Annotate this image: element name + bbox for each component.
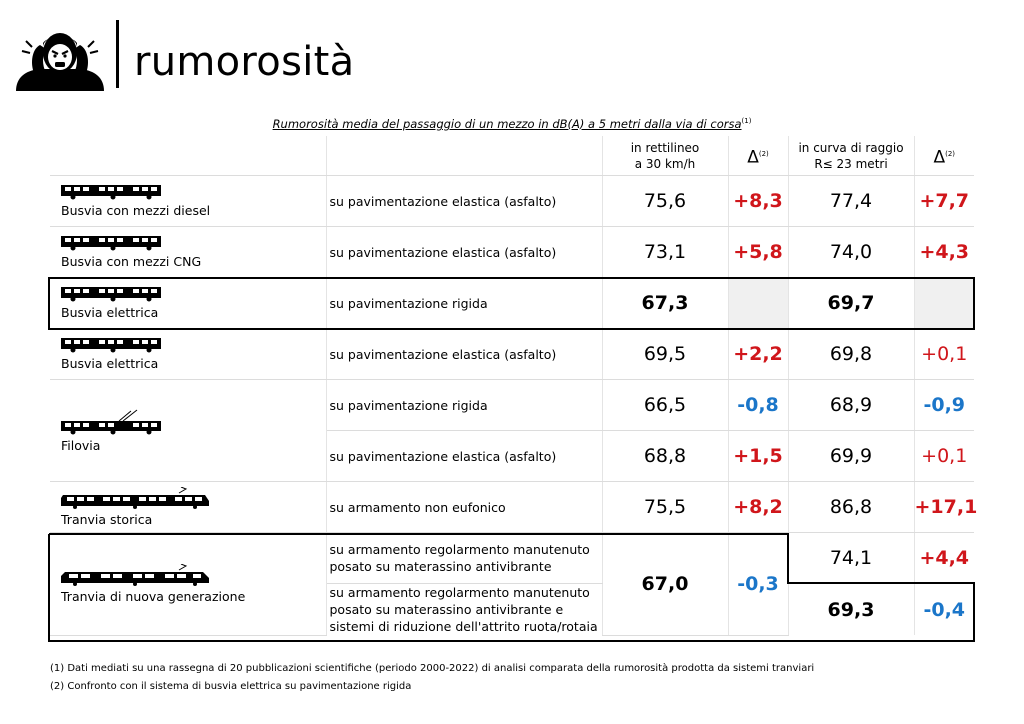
vehicle-label: Busvia con mezzi diesel <box>61 203 211 218</box>
vehicle-label: Tranvia di nuova generazione <box>61 588 246 604</box>
header-straight <box>602 136 728 176</box>
footnote-2: (2) Confronto con il sistema di busvia elettrica su pavimentazione rigida <box>50 681 412 692</box>
electric-bus-icon <box>61 286 163 302</box>
vehicle-cell <box>50 176 326 227</box>
vehicle-cell <box>50 533 326 636</box>
header-delta-curve <box>914 136 974 176</box>
delta-straight-value: +2,2 <box>728 329 788 380</box>
trolleybus-icon <box>61 409 165 435</box>
bus-icon <box>61 235 163 251</box>
table-row <box>50 380 974 431</box>
vehicle-label: Busvia con mezzi CNG <box>61 254 202 269</box>
straight-value: 75,5 <box>602 482 728 533</box>
delta-curve-value: +17,1 <box>914 482 974 533</box>
header-straight-line1: in rettilineo <box>630 140 700 155</box>
curve-value: 77,4 <box>788 176 914 227</box>
straight-value: 73,1 <box>602 227 728 278</box>
straight-value: 66,5 <box>602 380 728 431</box>
table-caption-text: Rumorosità media del passaggio di un mezzo in dB(A) a 5 metri dalla via di corsa <box>272 117 742 131</box>
delta-straight-value: +8,2 <box>728 482 788 533</box>
table-caption <box>0 117 1024 131</box>
curve-value: 74,1 <box>788 533 914 584</box>
delta-curve-value <box>914 278 974 329</box>
curve-value: 69,8 <box>788 329 914 380</box>
header-delta-straight <box>728 136 788 176</box>
delta-curve-value: +4,3 <box>914 227 974 278</box>
table-row <box>50 278 974 329</box>
delta-straight-value: +8,3 <box>728 176 788 227</box>
straight-value: 75,6 <box>602 176 728 227</box>
delta-straight-value: +5,8 <box>728 227 788 278</box>
page-title: rumorosità <box>134 39 355 85</box>
curve-value: 69,9 <box>788 431 914 482</box>
tram-icon <box>61 487 211 509</box>
header-straight-line2: a 30 km/h <box>634 156 696 171</box>
table-row <box>50 329 974 380</box>
vehicle-label: Busvia elettrica <box>61 305 159 320</box>
electric-bus-icon <box>61 337 163 353</box>
delta-curve-value: -0,4 <box>923 598 966 621</box>
header-divider <box>116 20 119 88</box>
modern-tram-icon <box>61 564 211 586</box>
curve-value: 74,0 <box>788 227 914 278</box>
vehicle-cell <box>50 278 326 329</box>
delta-straight-value: +1,5 <box>728 431 788 482</box>
header-vehicle-cell <box>50 136 326 176</box>
surface-cell: su armamento regolarmento manutenuto posato su materassino antivibrante e sistemi di riduzione dell'attrito ruota/rotaia <box>326 584 602 636</box>
delta-ref: (2) <box>945 149 956 158</box>
surface-cell: su pavimentazione elastica (asfalto) <box>326 176 602 227</box>
table-row <box>50 533 974 584</box>
curve-value: 86,8 <box>788 482 914 533</box>
surface-cell: su pavimentazione elastica (asfalto) <box>326 227 602 278</box>
vehicle-cell <box>50 380 326 482</box>
curve-value: 68,9 <box>788 380 914 431</box>
vehicle-label: Busvia elettrica <box>61 356 159 371</box>
vehicle-cell <box>50 227 326 278</box>
straight-value: 67,3 <box>602 278 728 329</box>
delta-straight-value: -0,3 <box>728 533 788 636</box>
table-row <box>50 176 974 227</box>
surface-cell: su armamento non eufonico <box>326 482 602 533</box>
header-curve <box>788 136 914 176</box>
delta-symbol: Δ <box>747 147 759 168</box>
curve-value: 69,7 <box>788 278 914 329</box>
bus-icon <box>61 184 163 200</box>
straight-value: 67,0 <box>602 533 728 636</box>
surface-cell: su pavimentazione rigida <box>326 380 602 431</box>
straight-value: 69,5 <box>602 329 728 380</box>
vehicle-label: Filovia <box>61 437 101 453</box>
delta-curve-value: +7,7 <box>914 176 974 227</box>
header-surface-cell <box>326 136 602 176</box>
vehicle-cell <box>50 329 326 380</box>
table-row <box>50 482 974 533</box>
delta-curve-value: -0,9 <box>914 380 974 431</box>
header-curve-line1: in curva di raggio <box>798 140 904 155</box>
table-header-row <box>50 136 974 176</box>
curve-value: 69,3 <box>788 584 914 636</box>
noise-table <box>50 136 978 636</box>
noise-person-icon <box>14 27 106 91</box>
vehicle-label: Tranvia storica <box>61 512 153 527</box>
surface-cell: su pavimentazione elastica (asfalto) <box>326 431 602 482</box>
straight-value: 68,8 <box>602 431 728 482</box>
delta-ref: (2) <box>758 149 769 158</box>
surface-cell: su pavimentazione elastica (asfalto) <box>326 329 602 380</box>
table-row <box>50 227 974 278</box>
delta-curve-value: +4,4 <box>914 533 974 584</box>
header-curve-line2: R≤ 23 metri <box>814 156 888 171</box>
delta-straight-value <box>728 278 788 329</box>
surface-cell: su armamento regolarmento manutenuto posato su materassino antivibrante <box>326 533 602 584</box>
delta-symbol: Δ <box>933 147 946 168</box>
delta-straight-value: -0,8 <box>728 380 788 431</box>
table-caption-ref: (1) <box>741 117 752 126</box>
vehicle-cell <box>50 482 326 533</box>
delta-curve-value: +0,1 <box>914 329 974 380</box>
delta-curve-value: +0,1 <box>914 431 974 482</box>
surface-cell: su pavimentazione rigida <box>326 278 602 329</box>
footnote-1: (1) Dati mediati su una rassegna di 20 pubblicazioni scientifiche (periodo 2000-2022) di analisi comparata della rumorosità prodotta da sistemi tranviari <box>50 663 815 674</box>
